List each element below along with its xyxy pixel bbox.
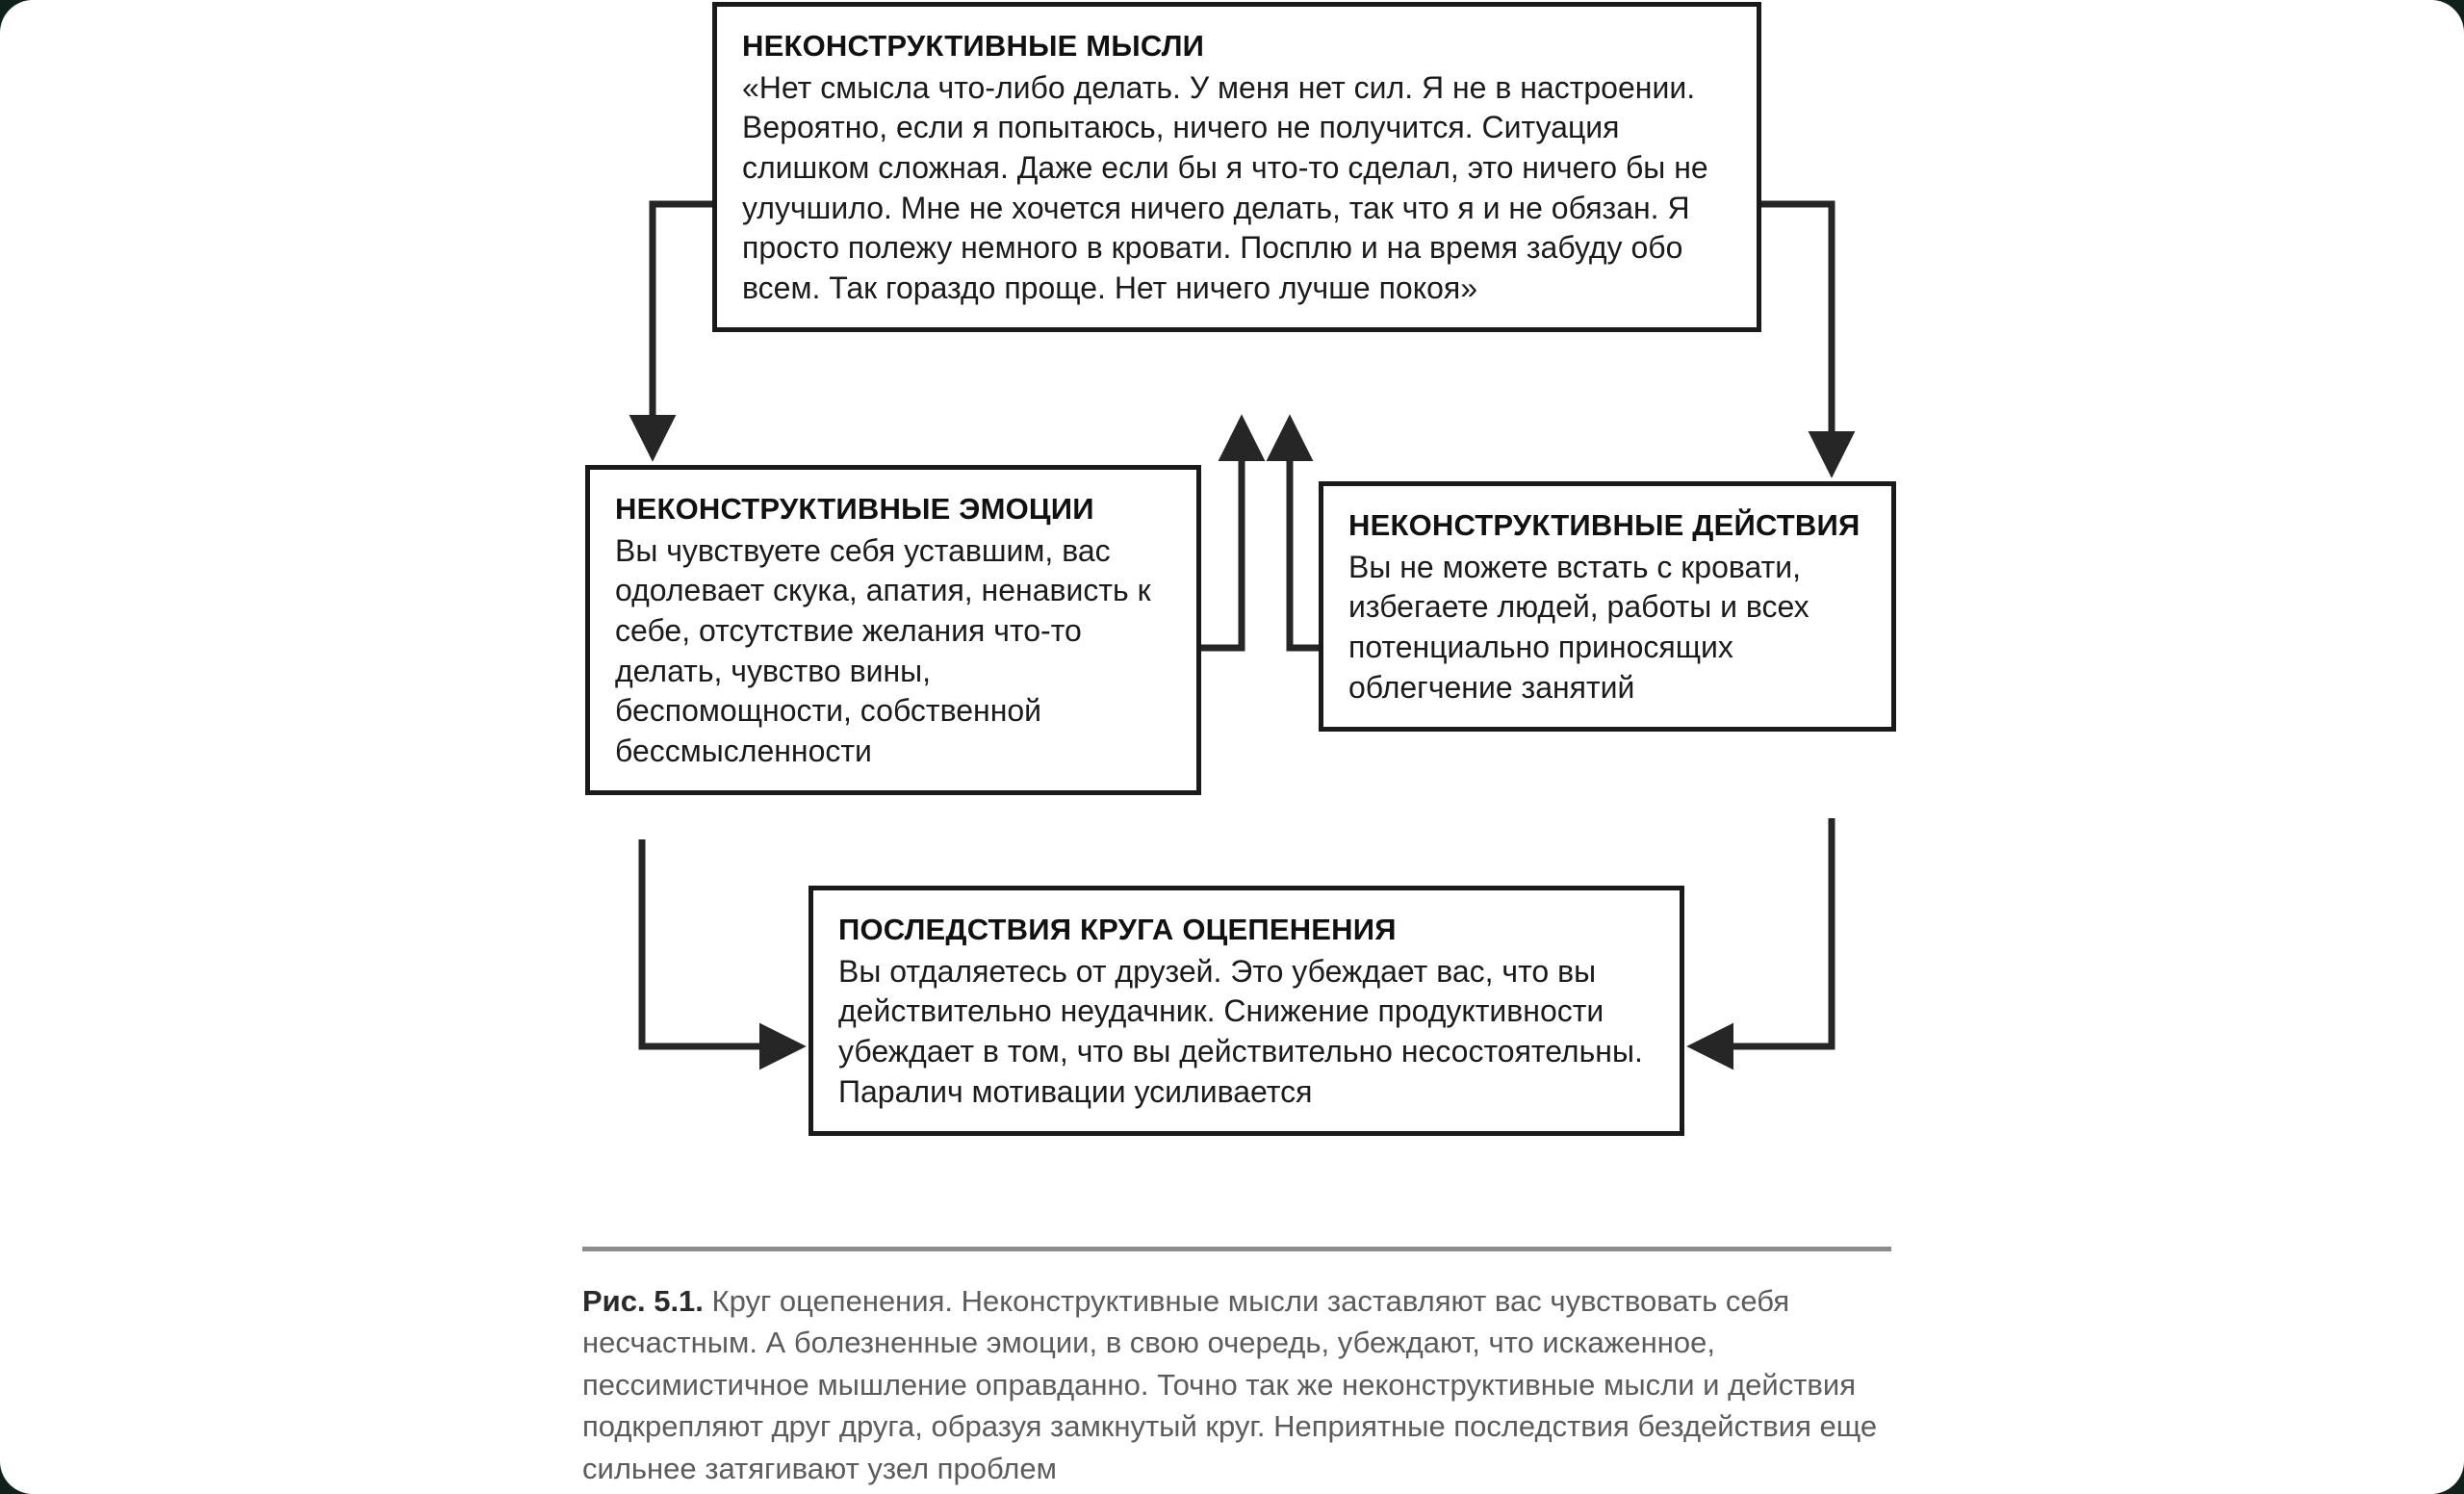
arrow-actions-to-consequences — [1696, 818, 1832, 1046]
box-unconstructive-thoughts — [712, 2, 1761, 332]
box-unconstructive-actions — [1319, 481, 1896, 732]
box-unconstructive-emotions — [585, 465, 1201, 795]
arrow-actions-to-thoughts — [1290, 424, 1319, 648]
box-thoughts-title: НЕКОНСТРУКТИВНЫЕ МЫСЛИ — [742, 29, 1205, 63]
box-emotions-body: Вы чувствуете себя уставшим, вас одолевает скука, апатия, ненависть к себе, отсутствие желания что-то делать, чувство вины, беспомощности, собственной бессмысленности — [615, 532, 1151, 768]
caption-divider — [582, 1247, 1891, 1251]
caption-figure-label: Рис. 5.1. — [582, 1284, 704, 1318]
box-thoughts-body: «Нет смысла что-либо делать. У меня нет сил. Я не в настроении. Вероятно, если я попытаюсь, ничего не получится. Ситуация слишком сложная. Даже если бы я что-то сделал, это ничего бы не улучшило. Мне не хочется ничего делать, так что я и не обязан. Я просто полежу немного в кровати. Посплю и на время забуду обо всем. Так гораздо проще. Нет ничего лучше покоя» — [742, 69, 1708, 305]
box-consequences-of-numbness-circle — [808, 886, 1684, 1136]
figure-caption — [582, 1247, 1891, 1489]
arrow-emotions-to-thoughts — [1201, 424, 1242, 648]
arrow-thoughts-to-emotions — [653, 204, 712, 452]
caption-figure-text: Круг оцепенения. Неконструктивные мысли заставляют вас чувствовать себя несчастным. А болезненные эмоции, в свою очередь, убеждают, что искаженное, пессимистичное мышление оправданно. Точно так же неконструктивные мысли и действия подкрепляют друг друга, образуя замкнутый круг. Неприятные последствия бездействия еще сильнее затягивают узел проблем — [582, 1284, 1878, 1485]
box-actions-body: Вы не можете встать с кровати, избегаете людей, работы и всех потенциально приносящих облегчение занятий — [1348, 549, 1810, 705]
arrow-emotions-to-consequences — [642, 839, 797, 1046]
box-emotions-title: НЕКОНСТРУКТИВНЫЕ ЭМОЦИИ — [615, 492, 1094, 526]
caption-paragraph — [582, 1280, 1891, 1489]
box-actions-title: НЕКОНСТРУКТИВНЫЕ ДЕЙСТВИЯ — [1348, 508, 1861, 542]
box-consequences-title: ПОСЛЕДСТВИЯ КРУГА ОЦЕПЕНЕНИЯ — [838, 913, 1397, 946]
arrow-thoughts-to-actions — [1758, 204, 1832, 469]
box-consequences-body: Вы отдаляетесь от друзей. Это убеждает вас, что вы действительно неудачник. Снижение продуктивности убеждает в том, что вы действительно несостоятельны. Паралич мотивации усиливается — [838, 953, 1643, 1109]
